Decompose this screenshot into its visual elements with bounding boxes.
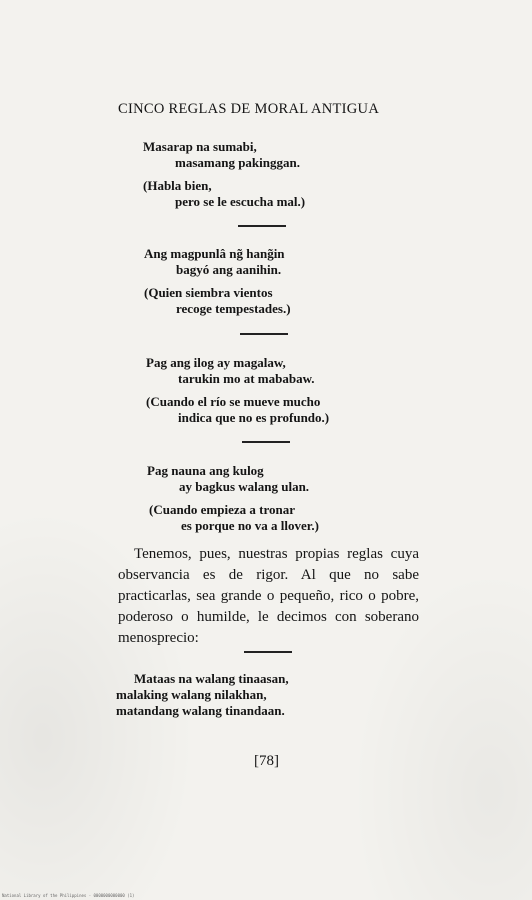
stanza-tagalog: [143, 139, 300, 171]
verse-line: (Cuando empieza a tronar: [149, 502, 296, 517]
verse-line: (Habla bien,: [143, 178, 212, 193]
divider: [244, 651, 292, 653]
verse-line: es porque no va a llover.): [181, 518, 319, 533]
verse-line: matandang walang tinandaan.: [116, 703, 285, 718]
verse-line: (Quien siembra vientos: [144, 285, 273, 300]
verse-line: Pag nauna ang kulog: [147, 463, 264, 478]
verse-line: tarukin mo at mababaw.: [178, 371, 315, 386]
page-title: CINCO REGLAS DE MORAL ANTIGUA: [118, 101, 380, 117]
divider: [238, 225, 286, 227]
verse-line: Mataas na walang tinaasan,: [134, 671, 289, 686]
verse-line: Masarap na sumabi,: [143, 139, 257, 154]
stanza-tagalog: [144, 246, 285, 278]
stanza-spanish: [149, 502, 319, 534]
stanza-spanish: [146, 394, 329, 426]
verse-line: pero se le escucha mal.): [175, 194, 306, 209]
verse-line: Ang magpunlâ ng̃ hang̃in: [144, 246, 285, 261]
verse-line: recoge tempestades.): [176, 301, 291, 316]
verse-line: ay bagkus walang ulan.: [179, 479, 310, 494]
page-number: [78]: [254, 753, 279, 769]
verse-line: Pag ang ilog ay magalaw,: [146, 355, 286, 370]
verse-line: malaking walang nilakhan,: [116, 687, 267, 702]
stanza-tagalog: [146, 355, 315, 387]
verse-line: masamang pakinggan.: [175, 155, 300, 170]
verse-line: bagyó ang aanihin.: [176, 262, 282, 277]
stanza-spanish: [144, 285, 291, 317]
scan-footer: National Library of the Philippines · 0000000000000 (1): [2, 893, 135, 898]
divider: [242, 441, 290, 443]
final-verse: [116, 671, 289, 719]
verse-line: (Cuando el río se mueve mucho: [146, 394, 321, 409]
body-paragraph: Tenemos, pues, nuestras propias reglas cuya observancia es de rigor. Al que no sabe practicarlas, sea grande o pequeño, rico o pobre, poderoso o humilde, le decimos con soberano menosprecio:: [118, 546, 419, 646]
stanza-tagalog: [147, 463, 309, 495]
verse-line: indica que no es profundo.): [178, 410, 330, 425]
stanza-spanish: [143, 178, 305, 210]
divider: [240, 333, 288, 335]
